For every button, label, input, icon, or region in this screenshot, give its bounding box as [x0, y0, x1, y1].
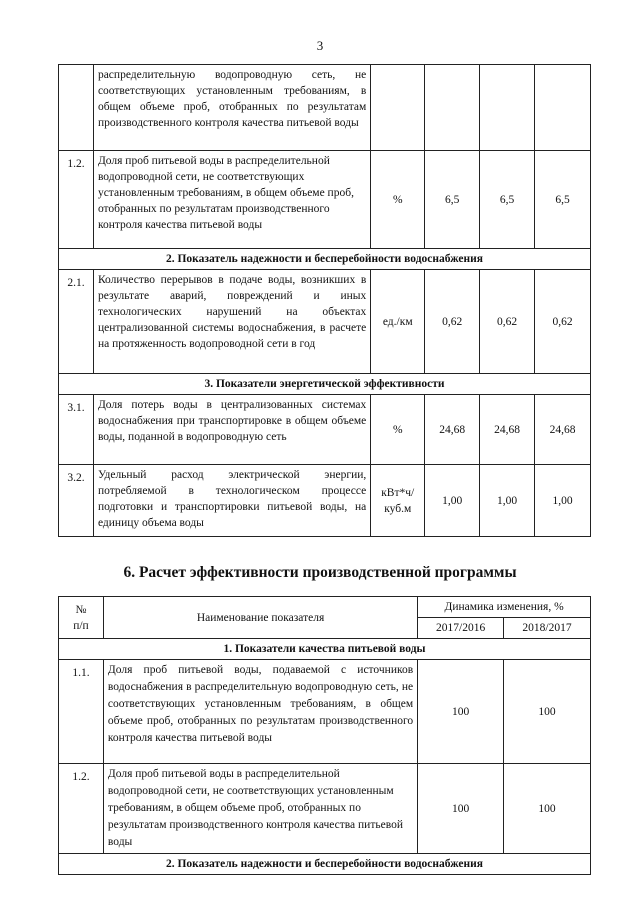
unit-cell: % [371, 151, 425, 249]
header-year: 2018/2017 [504, 618, 591, 639]
unit-cell: ед./км [371, 270, 425, 374]
value-cell: 24,68 [425, 395, 480, 465]
value-cell: 6,5 [425, 151, 480, 249]
indicator-name: Доля потерь воды в централизованных системах водоснабжения при транспортировке в общем объеме воды, поданной в водопроводную сеть [93, 395, 370, 465]
table-row [59, 764, 591, 854]
value-cell [480, 65, 535, 151]
row-number: 2.1. [59, 270, 94, 374]
section-row [59, 854, 591, 875]
indicator-name: распределительную водопроводную сеть, не соответствующих установленным требованиям, в общем объеме проб, отобранных по результатам производственного контроля качества питьевой воды [93, 65, 370, 151]
header-year: 2017/2016 [418, 618, 504, 639]
header-dynamics: Динамика изменения, % [418, 597, 591, 618]
value-cell: 1,00 [480, 465, 535, 537]
row-number: 3.2. [59, 465, 94, 537]
indicators-table [58, 64, 591, 537]
indicator-name: Доля проб питьевой воды, подаваемой с источников водоснабжения в распределительную водопроводную сеть, не соответствующих установленным требованиям, в общем объеме проб, отобранных по результатам производственного контроля качества питьевой воды [103, 660, 417, 764]
section-title: 1. Показатели качества питьевой воды [59, 639, 591, 660]
header-name: Наименование показателя [103, 597, 417, 639]
row-number: 3.1. [59, 395, 94, 465]
unit-cell: % [371, 395, 425, 465]
section-row [59, 639, 591, 660]
section-heading: 6. Расчет эффективности производственной программы [123, 564, 517, 581]
unit-cell [371, 65, 425, 151]
value-cell: 100 [418, 764, 504, 854]
value-cell: 0,62 [535, 270, 591, 374]
table-row [59, 395, 591, 465]
header-num-line: № [75, 603, 87, 616]
value-cell: 100 [418, 660, 504, 764]
value-cell [535, 65, 591, 151]
header-num-line: п/п [73, 619, 89, 632]
table-row [59, 465, 591, 537]
value-cell: 100 [504, 764, 591, 854]
table-row [59, 270, 591, 374]
value-cell: 1,00 [425, 465, 480, 537]
indicator-name: Удельный расход электрической энергии, потребляемой в технологическом процессе подготовки и транспортировки питьевой воды, на единицу объема воды [93, 465, 370, 537]
row-number [59, 65, 94, 151]
section-title: 2. Показатель надежности и бесперебойности водоснабжения [59, 854, 591, 875]
value-cell: 100 [504, 660, 591, 764]
unit-line: куб.м [384, 502, 412, 515]
table-row [59, 660, 591, 764]
value-cell: 24,68 [535, 395, 591, 465]
row-number: 1.2. [59, 764, 104, 854]
indicator-name: Количество перерывов в подаче воды, возникших в результате аварий, повреждений и иных технологических нарушений на объектах централизованной системы водоснабжения, в расчете на протяженность водопроводной сети в год [93, 270, 370, 374]
section-title: 3. Показатели энергетической эффективности [59, 374, 591, 395]
value-cell: 6,5 [480, 151, 535, 249]
value-cell: 24,68 [480, 395, 535, 465]
indicator-name: Доля проб питьевой воды в распределительной водопроводной сети, не соответствующих установленным требованиям, в общем объеме проб, отобранных по результатам производственного контроля качества питьевой воды [93, 151, 370, 249]
row-number: 1.2. [59, 151, 94, 249]
indicator-name: Доля проб питьевой воды в распределительной водопроводной сети, не соответствующих установленным требованиям, в общем объеме проб, отобранных по результатам производственного контроля качества питьевой воды [103, 764, 417, 854]
value-cell [425, 65, 480, 151]
header-num [59, 597, 104, 639]
value-cell: 0,62 [425, 270, 480, 374]
value-cell: 1,00 [535, 465, 591, 537]
header-row [59, 597, 591, 618]
section-title: 2. Показатель надежности и бесперебойности водоснабжения [59, 249, 591, 270]
section-row [59, 374, 591, 395]
value-cell: 0,62 [480, 270, 535, 374]
row-number: 1.1. [59, 660, 104, 764]
section-row [59, 249, 591, 270]
efficiency-table [58, 596, 591, 875]
table-row [59, 65, 591, 151]
page-number: 3 [316, 38, 324, 53]
table-row [59, 151, 591, 249]
value-cell: 6,5 [535, 151, 591, 249]
unit-line: кВт*ч/ [381, 486, 415, 499]
unit-cell [371, 465, 425, 537]
